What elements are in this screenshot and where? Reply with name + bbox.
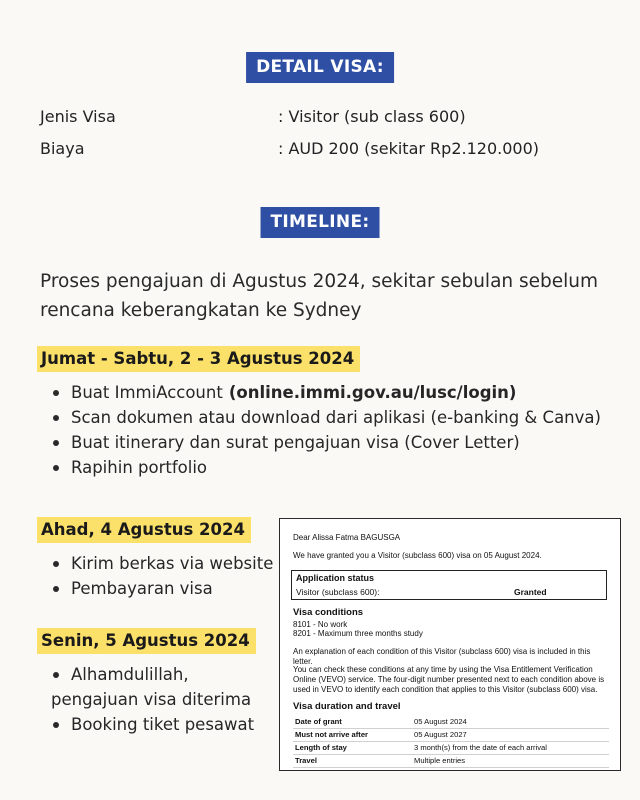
condition-item: 8201 - Maximum three months study	[293, 629, 423, 638]
list-item-text: Kirim berkas via website	[71, 554, 274, 573]
table-key: Date of grant	[293, 716, 412, 729]
conditions-explanation: An explanation of each condition of this Visitor (subclass 600) visa is included in this letter.	[293, 647, 591, 666]
immi-url-link[interactable]: (online.immi.gov.au/lusc/login)	[228, 383, 517, 402]
list-item-text: Buat ImmiAccount	[71, 383, 223, 402]
section-list	[49, 662, 254, 737]
list-item-text: Buat itinerary dan surat pengajuan visa (Cover Letter)	[71, 433, 520, 452]
list-item-text: Alhamdulillah,	[71, 665, 189, 684]
table-key: Travel	[293, 755, 412, 768]
table-value: Multiple entries	[412, 755, 609, 768]
section-date-highlight: Jumat - Sabtu, 2 - 3 Agustus 2024	[37, 346, 360, 372]
section-list	[49, 551, 273, 601]
letter-granted-line: We have granted you a Visitor (subclass 600) visa on 05 August 2024.	[293, 551, 542, 560]
table-row	[293, 729, 609, 742]
list-item-text: Booking tiket pesawat	[71, 715, 255, 734]
detail-label: Biaya	[40, 139, 85, 158]
section-date-highlight: Senin, 5 Agustus 2024	[37, 628, 256, 654]
application-status-label: Visitor (subclass 600):	[296, 587, 380, 597]
table-key: Must not arrive after	[293, 729, 412, 742]
list-item	[49, 551, 273, 576]
application-status-value: Granted	[514, 587, 547, 597]
table-row	[293, 716, 609, 729]
list-item-text-continued: pengajuan visa diterima	[51, 690, 252, 709]
detail-value: : AUD 200 (sekitar Rp2.120.000)	[278, 139, 539, 158]
list-item	[49, 576, 273, 601]
list-item	[49, 712, 254, 737]
table-value: 05 August 2024	[412, 716, 609, 729]
visa-duration-heading: Visa duration and travel	[293, 701, 401, 712]
application-status-box	[291, 570, 607, 600]
detail-visa-heading: DETAIL VISA:	[246, 52, 394, 83]
list-item	[49, 380, 601, 405]
table-row	[293, 755, 609, 768]
list-item-text: Scan dokumen atau download dari aplikasi (e-banking & Canva)	[71, 408, 601, 427]
vevo-paragraph: You can check these conditions at any time by using the Visa Entitlement Verification Online (VEVO) service. The four-digit number presented next to each condition above is used in VEVO to identify each condition that applies to this Visitor (subclass 600) visa.	[293, 665, 605, 694]
list-item-text: Rapihin portfolio	[71, 458, 208, 477]
section-date-highlight: Ahad, 4 Agustus 2024	[37, 517, 251, 543]
table-value: 05 August 2027	[412, 729, 609, 742]
list-item	[49, 455, 601, 480]
detail-row-fee	[40, 139, 539, 158]
letter-greeting: Dear Alissa Fatma BAGUSGA	[293, 533, 401, 542]
table-value: 3 month(s) from the date of each arrival	[412, 742, 609, 755]
section-list	[49, 380, 601, 480]
table-key: Length of stay	[293, 742, 412, 755]
timeline-heading: TIMELINE:	[261, 207, 380, 238]
list-item	[49, 662, 254, 712]
visa-duration-table	[293, 716, 609, 768]
application-status-heading: Application status	[296, 573, 375, 583]
list-item-text: Pembayaran visa	[71, 579, 213, 598]
list-item	[49, 405, 601, 430]
visa-grant-letter	[279, 518, 621, 771]
detail-value: : Visitor (sub class 600)	[278, 107, 466, 126]
list-item	[49, 430, 601, 455]
table-row	[293, 742, 609, 755]
condition-item: 8101 - No work	[293, 620, 348, 629]
timeline-intro: Proses pengajuan di Agustus 2024, sekitar sebulan sebelum rencana keberangkatan ke Sydney	[40, 271, 599, 321]
visa-conditions-heading: Visa conditions	[293, 607, 364, 618]
detail-label: Jenis Visa	[40, 107, 116, 126]
detail-row-visa-type	[40, 107, 466, 126]
